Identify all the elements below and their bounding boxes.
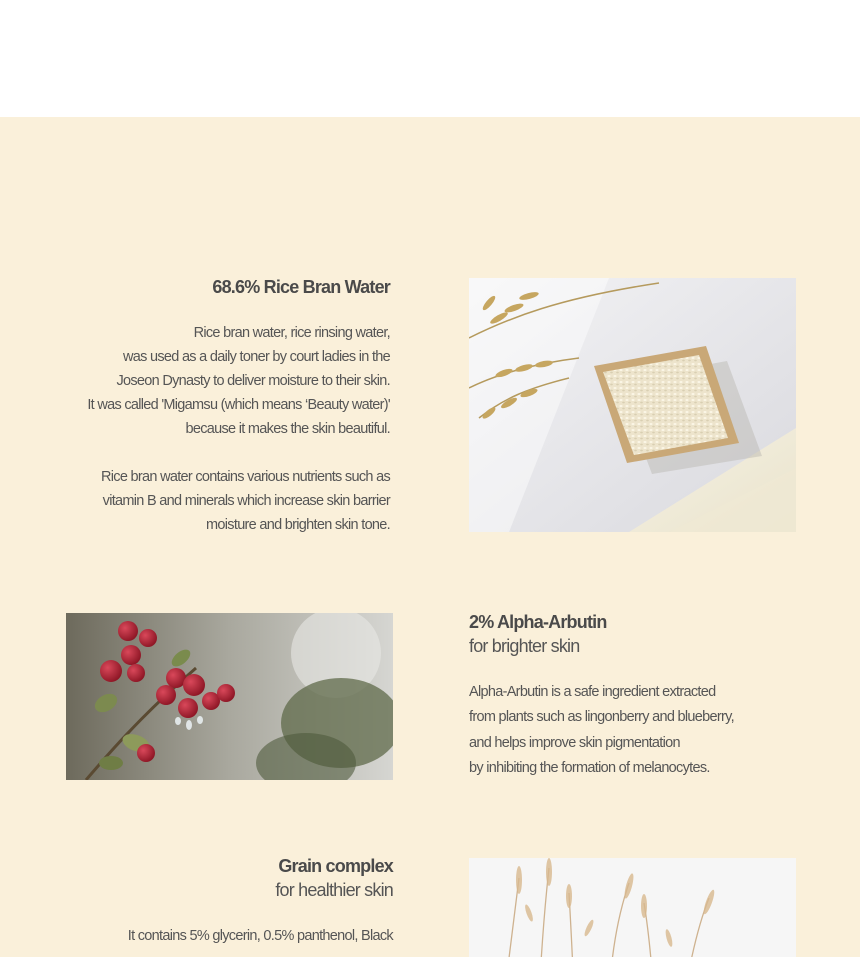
wheat-photo [469, 858, 796, 957]
grain-complex-subtitle: for healthier skin [275, 880, 393, 900]
text-line: was used as a daily toner by court ladies in the [122, 349, 390, 365]
text-line: Alpha-Arbutin is a safe ingredient extracted [469, 684, 716, 700]
text-line: by inhibiting the formation of melanocytes. [469, 759, 710, 776]
grain-complex-title: Grain complex [278, 856, 393, 876]
text-line: moisture and brighten skin tone. [206, 517, 390, 533]
text-line: It contains 5% glycerin, 0.5% panthenol, Black [127, 928, 393, 944]
text-line: and helps improve skin pigmentation [469, 734, 680, 751]
grain-complex-text-block [53, 854, 393, 948]
grain-complex-paragraph [53, 924, 393, 948]
rice-box-photo [469, 278, 796, 532]
text-line: vitamin B and minerals which increase skin barrier [102, 493, 390, 509]
text-line: Rice bran water, rice rinsing water, [193, 325, 390, 341]
rice-bran-title: 68.6% Rice Bran Water [212, 277, 390, 297]
alpha-arbutin-title: 2% Alpha-Arbutin [469, 612, 607, 632]
rice-bran-text-block [50, 275, 390, 537]
text-line: because it makes the skin beautiful. [185, 421, 390, 437]
top-blank-area [0, 0, 860, 117]
text-line: Rice bran water contains various nutrients such as [101, 469, 390, 485]
rice-bran-paragraph-2 [50, 465, 390, 537]
lingonberry-photo [66, 613, 393, 780]
alpha-arbutin-subtitle: for brighter skin [469, 636, 580, 656]
rice-bran-paragraph-1 [50, 321, 390, 441]
text-line: Joseon Dynasty to deliver moisture to their skin. [116, 373, 390, 389]
alpha-arbutin-paragraph [469, 680, 799, 781]
ingredients-section [0, 117, 860, 957]
alpha-arbutin-text-block [469, 610, 799, 781]
text-line: from plants such as lingonberry and blueberry, [469, 709, 734, 726]
text-line: It was called 'Migamsu (which means ‘Beauty water)' [87, 397, 390, 413]
